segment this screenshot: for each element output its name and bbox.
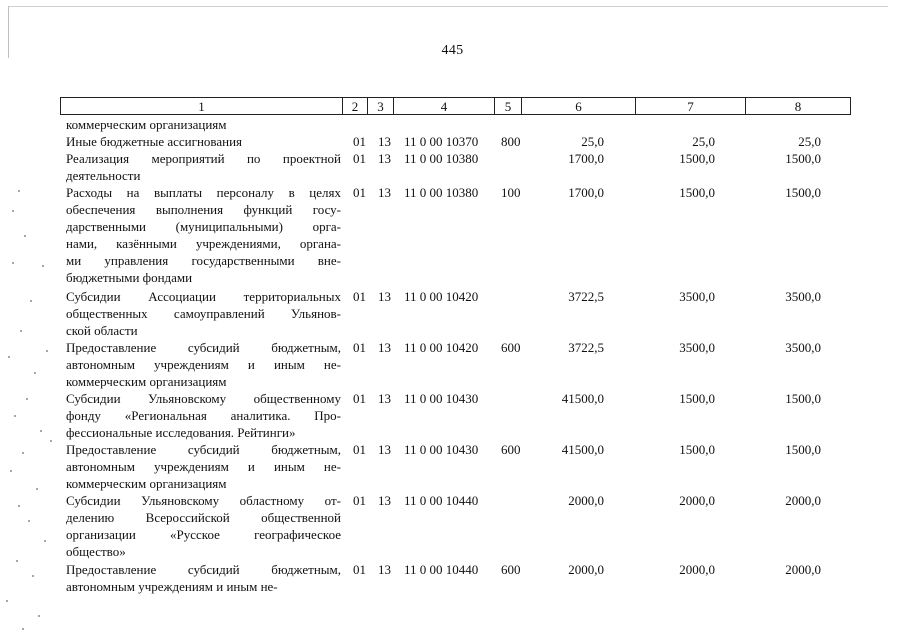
cell-c6: 41500,0 (561, 391, 604, 406)
description-line: организации «Русское географическое (66, 527, 341, 542)
row-description (66, 561, 341, 595)
description-line: Предоставление субсидий бюджетным, (66, 562, 341, 577)
cell-c5: 100 (501, 185, 521, 200)
cell-c7: 1500,0 (679, 151, 715, 166)
description-line: коммерческим организациям (66, 117, 227, 132)
scan-speck (40, 430, 42, 432)
description-line: общественных самоуправлений Ульянов- (66, 306, 341, 321)
header-cell: 4 (394, 97, 495, 115)
cell-c6: 3722,5 (568, 289, 604, 304)
cell-c8: 2000,0 (785, 493, 821, 508)
cell-c6: 41500,0 (561, 442, 604, 457)
description-line: дарственными (муниципальными) орга- (66, 219, 341, 234)
scan-speck (18, 505, 20, 507)
description-line: Расходы на выплаты персоналу в целях (66, 185, 341, 200)
description-line: автономным учреждениям и иным не- (66, 357, 341, 372)
cell-c2: 01 (353, 340, 366, 355)
row-description (66, 390, 341, 441)
cell-c3: 13 (378, 562, 391, 577)
description-line: Предоставление субсидий бюджетным, (66, 442, 341, 457)
cell-c7: 3500,0 (679, 340, 715, 355)
scan-speck (22, 452, 24, 454)
cell-c3: 13 (378, 442, 391, 457)
description-line: обеспечения выполнения функций госу- (66, 202, 341, 217)
cell-c2: 01 (353, 289, 366, 304)
cell-c3: 13 (378, 134, 391, 149)
cell-c8: 1500,0 (785, 391, 821, 406)
cell-c4: 11 0 00 10380 (404, 151, 479, 166)
scan-speck (30, 300, 32, 302)
scan-speck (44, 540, 46, 542)
description-line: Субсидии Ульяновскому областному от- (66, 493, 341, 508)
description-line: коммерческим организациям (66, 476, 227, 491)
cell-c3: 13 (378, 493, 391, 508)
description-line: автономным учреждениям и иным не- (66, 579, 278, 594)
row-description (66, 150, 341, 184)
scan-speck (50, 440, 52, 442)
description-line: Иные бюджетные ассигнования (66, 134, 243, 149)
scan-speck (16, 560, 18, 562)
row-description (66, 492, 341, 560)
header-cell: 5 (495, 97, 522, 115)
cell-c2: 01 (353, 493, 366, 508)
cell-c3: 13 (378, 151, 391, 166)
scan-speck (10, 470, 12, 472)
cell-c6: 2000,0 (568, 562, 604, 577)
scan-speck (28, 520, 30, 522)
scan-speck (38, 615, 40, 617)
header-cell: 3 (368, 97, 394, 115)
description-line: Субсидии Ульяновскому общественному (66, 391, 341, 406)
description-line: фессиональные исследования. Рейтинги» (66, 425, 296, 440)
cell-c6: 25,0 (581, 134, 604, 149)
scan-speck (22, 628, 24, 630)
cell-c8: 25,0 (798, 134, 821, 149)
description-line: общество» (66, 544, 126, 559)
scan-speck (14, 415, 16, 417)
header-cell: 7 (636, 97, 746, 115)
cell-c7: 2000,0 (679, 562, 715, 577)
cell-c7: 1500,0 (679, 442, 715, 457)
cell-c4: 11 0 00 10440 (404, 562, 479, 577)
cell-c2: 01 (353, 151, 366, 166)
cell-c8: 1500,0 (785, 151, 821, 166)
cell-c8: 1500,0 (785, 185, 821, 200)
cell-c3: 13 (378, 391, 391, 406)
cell-c5: 600 (501, 442, 521, 457)
cell-c7: 25,0 (692, 134, 715, 149)
scan-speck (26, 398, 28, 400)
header-cell: 8 (746, 97, 851, 115)
cell-c4: 11 0 00 10430 (404, 391, 479, 406)
scan-speck (20, 330, 22, 332)
cell-c8: 1500,0 (785, 442, 821, 457)
scan-speck (36, 488, 38, 490)
description-line: фонду «Региональная аналитика. Про- (66, 408, 341, 423)
scan-speck (32, 575, 34, 577)
cell-c4: 11 0 00 10380 (404, 185, 479, 200)
cell-c6: 2000,0 (568, 493, 604, 508)
row-description (66, 133, 341, 150)
cell-c4: 11 0 00 10440 (404, 493, 479, 508)
cell-c6: 1700,0 (568, 185, 604, 200)
cell-c4: 11 0 00 10420 (404, 289, 479, 304)
scan-speck (8, 356, 10, 358)
cell-c4: 11 0 00 10430 (404, 442, 479, 457)
cell-c6: 3722,5 (568, 340, 604, 355)
description-line: нами, казёнными учреждениями, органа- (66, 236, 341, 251)
scan-speck (12, 210, 14, 212)
description-line: ми управления государственными вне- (66, 253, 341, 268)
description-line: Предоставление субсидий бюджетным, (66, 340, 341, 355)
header-cell: 1 (60, 97, 343, 115)
scan-speck (24, 235, 26, 237)
cell-c7: 1500,0 (679, 391, 715, 406)
cell-c7: 2000,0 (679, 493, 715, 508)
description-line: Субсидии Ассоциации территориальных (66, 289, 341, 304)
page-number: 445 (441, 43, 464, 58)
header-cell: 6 (522, 97, 636, 115)
row-description (66, 184, 341, 286)
scan-speck (12, 262, 14, 264)
cell-c5: 600 (501, 340, 521, 355)
scan-speck (34, 372, 36, 374)
scan-edge-top (8, 6, 888, 7)
description-line: коммерческим организациям (66, 374, 227, 389)
cell-c7: 1500,0 (679, 185, 715, 200)
cell-c2: 01 (353, 185, 366, 200)
row-description (66, 441, 341, 492)
cell-c2: 01 (353, 391, 366, 406)
row-description (66, 339, 341, 390)
scan-speck (42, 265, 44, 267)
description-line: бюджетными фондами (66, 270, 193, 285)
description-line: Реализация мероприятий по проектной (66, 151, 341, 166)
scan-speck (46, 350, 48, 352)
row-description (66, 116, 341, 133)
scan-speck (18, 190, 20, 192)
cell-c3: 13 (378, 185, 391, 200)
cell-c3: 13 (378, 289, 391, 304)
cell-c6: 1700,0 (568, 151, 604, 166)
cell-c4: 11 0 00 10370 (404, 134, 479, 149)
cell-c3: 13 (378, 340, 391, 355)
cell-c5: 800 (501, 134, 521, 149)
description-line: делению Всероссийской общественной (66, 510, 341, 525)
cell-c7: 3500,0 (679, 289, 715, 304)
cell-c2: 01 (353, 562, 366, 577)
header-cell: 2 (343, 97, 368, 115)
cell-c2: 01 (353, 442, 366, 457)
cell-c8: 2000,0 (785, 562, 821, 577)
description-line: автономным учреждениям и иным не- (66, 459, 341, 474)
cell-c2: 01 (353, 134, 366, 149)
row-description (66, 288, 341, 339)
cell-c8: 3500,0 (785, 340, 821, 355)
scan-speck (6, 600, 8, 602)
description-line: деятельности (66, 168, 141, 183)
cell-c5: 600 (501, 562, 521, 577)
cell-c4: 11 0 00 10420 (404, 340, 479, 355)
description-line: ской области (66, 323, 138, 338)
cell-c8: 3500,0 (785, 289, 821, 304)
